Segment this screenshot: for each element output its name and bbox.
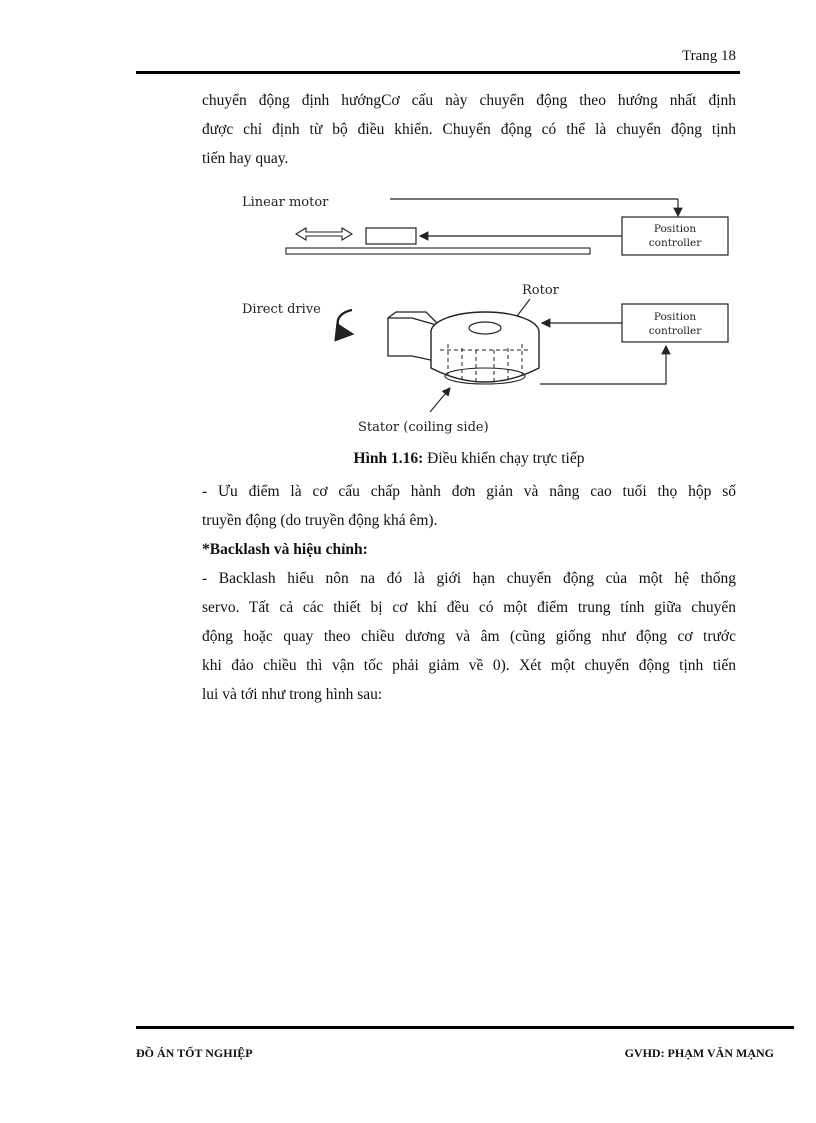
bidirectional-arrow-icon bbox=[296, 228, 352, 240]
advantage-line: - Ưu điểm là cơ cấu chấp hành đơn giản và nâng cao tuổi thọ hộp số bbox=[202, 483, 736, 500]
stator-label: Stator (coiling side) bbox=[358, 420, 489, 435]
position-controller-1-line2: controller bbox=[648, 237, 702, 249]
figure-drawing bbox=[230, 186, 730, 440]
feedback-arrow-up bbox=[540, 346, 666, 384]
backlash-line: servo. Tất cả các thiết bị cơ khí đều có một điểm trung tính giữa chuyển bbox=[202, 599, 736, 616]
rotor-label: Rotor bbox=[522, 283, 559, 298]
advantage-paragraph bbox=[202, 477, 736, 535]
backlash-line: động hoặc quay theo chiều dương và âm (cũng giống như động cơ trước bbox=[202, 628, 736, 645]
footer-title: ĐỒ ÁN TỐT NGHIỆP bbox=[136, 1046, 253, 1060]
stator-body bbox=[431, 332, 539, 382]
caption-text: Điều khiển chạy trực tiếp bbox=[423, 450, 585, 467]
backlash-line: khi đảo chiều thì vận tốc phải giảm về 0). Xét một chuyển động tịnh tiến bbox=[202, 657, 736, 674]
backlash-paragraph bbox=[202, 564, 736, 709]
stator-pointer bbox=[430, 388, 450, 412]
figure-caption bbox=[202, 450, 736, 468]
linear-motor-label: Linear motor bbox=[242, 195, 329, 210]
page-number: Trang 18 bbox=[681, 48, 736, 64]
rotation-arrow-icon bbox=[338, 310, 352, 334]
intro-line: được chỉ định từ bộ điều khiển. Chuyển động có thể là chuyển động tịnh bbox=[202, 121, 736, 138]
caption-label: Hình 1.16: bbox=[353, 450, 424, 467]
direct-drive-figure bbox=[230, 186, 730, 440]
intro-line: tiến hay quay. bbox=[202, 150, 289, 167]
backlash-line: - Backlash hiểu nôn na đó là giới hạn chuyển động của một hệ thống bbox=[202, 570, 736, 587]
position-controller-2-line2: controller bbox=[648, 325, 702, 337]
intro-paragraph bbox=[202, 86, 736, 173]
position-controller-2-line1: Position bbox=[653, 311, 697, 323]
header-divider bbox=[136, 71, 740, 74]
intro-line: chuyển động định hướngCơ cấu này chuyển động theo hướng nhất định bbox=[202, 92, 736, 109]
linear-slider bbox=[366, 228, 416, 244]
footer-divider bbox=[136, 1026, 794, 1029]
advantage-line: truyền động (do truyền động khá êm). bbox=[202, 512, 438, 529]
rotor-shaft bbox=[469, 322, 501, 334]
position-controller-1-line1: Position bbox=[653, 223, 697, 235]
direct-drive-label: Direct drive bbox=[242, 302, 321, 317]
footer-advisor: GVHD: PHẠM VĂN MẠNG bbox=[624, 1046, 774, 1060]
section-heading: *Backlash và hiệu chỉnh: bbox=[202, 541, 368, 558]
linear-rail bbox=[286, 248, 590, 254]
backlash-line: lui và tới như trong hình sau: bbox=[202, 686, 383, 703]
